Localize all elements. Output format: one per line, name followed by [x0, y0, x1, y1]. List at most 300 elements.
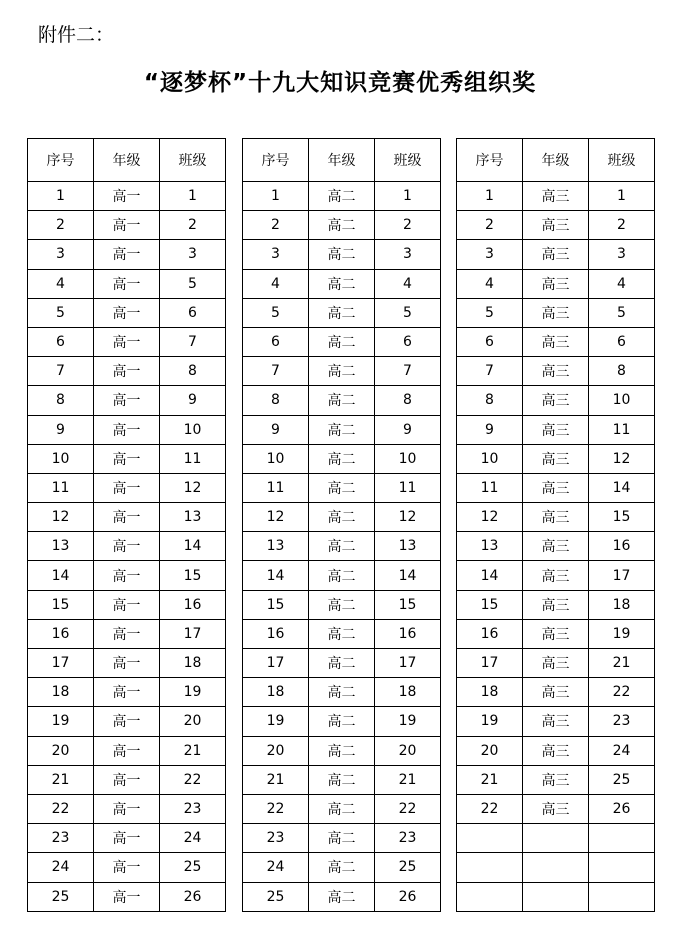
cell-grade: 高二: [309, 357, 375, 386]
table-row: [457, 415, 655, 444]
cell-grade: 高三: [523, 503, 589, 532]
cell-serial: 15: [457, 590, 523, 619]
cell-grade: 高二: [309, 882, 375, 911]
table-row: [28, 298, 226, 327]
cell-serial: 7: [457, 357, 523, 386]
cell-class: 18: [160, 649, 226, 678]
table-row: [243, 649, 441, 678]
cell-grade: 高三: [523, 444, 589, 473]
cell-serial: 23: [28, 824, 94, 853]
table-row: [28, 269, 226, 298]
cell-grade: 高二: [309, 707, 375, 736]
cell-grade: 高三: [523, 590, 589, 619]
cell-serial: 8: [243, 386, 309, 415]
cell-grade: 高二: [309, 473, 375, 502]
cell-grade: 高一: [94, 211, 160, 240]
cell-serial: 19: [243, 707, 309, 736]
cell-grade: 高三: [523, 619, 589, 648]
cell-class: [589, 882, 655, 911]
cell-grade: 高三: [523, 707, 589, 736]
cell-serial: 5: [28, 298, 94, 327]
table-row: [28, 386, 226, 415]
cell-class: 25: [160, 853, 226, 882]
cell-class: 15: [160, 561, 226, 590]
cell-class: 16: [589, 532, 655, 561]
cell-serial: 9: [457, 415, 523, 444]
cell-serial: [457, 853, 523, 882]
cell-serial: 17: [457, 649, 523, 678]
cell-grade: 高一: [94, 649, 160, 678]
cell-class: 12: [160, 473, 226, 502]
cell-serial: 16: [457, 619, 523, 648]
cell-serial: 16: [28, 619, 94, 648]
cell-class: 25: [589, 765, 655, 794]
table-row: [243, 444, 441, 473]
cell-grade: 高三: [523, 561, 589, 590]
table-row: [243, 211, 441, 240]
cell-class: 17: [375, 649, 441, 678]
class-table-grade-1: [27, 138, 226, 912]
cell-grade: 高二: [309, 211, 375, 240]
table-row: [457, 503, 655, 532]
table-row: [457, 532, 655, 561]
cell-serial: 24: [243, 853, 309, 882]
cell-class: 15: [589, 503, 655, 532]
cell-class: 24: [160, 824, 226, 853]
table-row: [457, 619, 655, 648]
cell-serial: 9: [28, 415, 94, 444]
cell-serial: 24: [28, 853, 94, 882]
cell-class: 14: [160, 532, 226, 561]
page-title: “逐梦杯”十九大知识竞赛优秀组织奖: [143, 70, 537, 96]
cell-serial: 14: [457, 561, 523, 590]
cell-serial: 4: [457, 269, 523, 298]
table-row: [457, 678, 655, 707]
cell-class: 6: [375, 327, 441, 356]
cell-class: 19: [589, 619, 655, 648]
cell-serial: 14: [243, 561, 309, 590]
table-row: [457, 561, 655, 590]
cell-class: 10: [589, 386, 655, 415]
cell-serial: 4: [28, 269, 94, 298]
table-row: [243, 532, 441, 561]
cell-serial: 17: [243, 649, 309, 678]
cell-grade: 高三: [523, 415, 589, 444]
cell-grade: [523, 882, 589, 911]
cell-grade: 高二: [309, 765, 375, 794]
table-row: [243, 327, 441, 356]
cell-serial: 4: [243, 269, 309, 298]
table-row: [28, 824, 226, 853]
cell-serial: 13: [243, 532, 309, 561]
cell-class: 21: [160, 736, 226, 765]
cell-serial: 9: [243, 415, 309, 444]
table-header-row: [457, 139, 655, 182]
header-class: 班级: [160, 139, 226, 182]
cell-grade: 高一: [94, 182, 160, 211]
cell-class: 4: [375, 269, 441, 298]
cell-grade: 高二: [309, 853, 375, 882]
header-grade: 年级: [309, 139, 375, 182]
cell-serial: 1: [28, 182, 94, 211]
cell-class: 18: [375, 678, 441, 707]
cell-class: 19: [160, 678, 226, 707]
cell-class: 26: [589, 794, 655, 823]
cell-grade: 高一: [94, 707, 160, 736]
table-row: [28, 240, 226, 269]
cell-serial: 3: [243, 240, 309, 269]
cell-grade: 高二: [309, 182, 375, 211]
cell-grade: 高二: [309, 649, 375, 678]
cell-class: 9: [160, 386, 226, 415]
table-row: [457, 357, 655, 386]
table-row: [28, 211, 226, 240]
table-row: [457, 240, 655, 269]
cell-grade: 高一: [94, 473, 160, 502]
table-row: [457, 327, 655, 356]
cell-grade: 高二: [309, 327, 375, 356]
cell-serial: 13: [457, 532, 523, 561]
cell-class: 20: [160, 707, 226, 736]
table-row: [243, 357, 441, 386]
cell-serial: 21: [457, 765, 523, 794]
cell-serial: 8: [28, 386, 94, 415]
cell-serial: 10: [28, 444, 94, 473]
table-row: [243, 182, 441, 211]
cell-class: 20: [375, 736, 441, 765]
table-row: [28, 182, 226, 211]
cell-class: 6: [160, 298, 226, 327]
cell-grade: 高一: [94, 853, 160, 882]
cell-serial: 7: [243, 357, 309, 386]
cell-serial: 18: [243, 678, 309, 707]
cell-serial: 20: [457, 736, 523, 765]
cell-serial: [457, 882, 523, 911]
cell-serial: 19: [457, 707, 523, 736]
table-row: [28, 357, 226, 386]
cell-class: 7: [375, 357, 441, 386]
table-row: [28, 678, 226, 707]
cell-class: 10: [375, 444, 441, 473]
table-row: [457, 853, 655, 882]
cell-grade: 高二: [309, 269, 375, 298]
table-row: [28, 794, 226, 823]
cell-grade: 高二: [309, 298, 375, 327]
cell-serial: 3: [28, 240, 94, 269]
cell-serial: 20: [28, 736, 94, 765]
cell-grade: 高二: [309, 590, 375, 619]
table-header-row: [28, 139, 226, 182]
table-row: [457, 824, 655, 853]
header-class: 班级: [375, 139, 441, 182]
table-row: [243, 619, 441, 648]
cell-grade: 高一: [94, 824, 160, 853]
cell-class: 24: [589, 736, 655, 765]
table-row: [457, 707, 655, 736]
cell-serial: 20: [243, 736, 309, 765]
table-row: [28, 415, 226, 444]
cell-class: 22: [375, 794, 441, 823]
table-row: [457, 736, 655, 765]
cell-class: 9: [375, 415, 441, 444]
cell-serial: 22: [28, 794, 94, 823]
cell-grade: 高二: [309, 240, 375, 269]
cell-serial: 21: [243, 765, 309, 794]
cell-serial: 25: [28, 882, 94, 911]
cell-serial: 11: [243, 473, 309, 502]
class-table-grade-2: [242, 138, 441, 912]
table-row: [457, 298, 655, 327]
cell-class: 13: [375, 532, 441, 561]
cell-serial: [457, 824, 523, 853]
cell-grade: 高三: [523, 240, 589, 269]
table-row: [457, 269, 655, 298]
cell-serial: 17: [28, 649, 94, 678]
table-row: [457, 794, 655, 823]
header-grade: 年级: [94, 139, 160, 182]
cell-serial: 19: [28, 707, 94, 736]
cell-grade: 高一: [94, 298, 160, 327]
cell-grade: 高三: [523, 736, 589, 765]
table-row: [28, 590, 226, 619]
cell-grade: 高三: [523, 327, 589, 356]
cell-grade: 高三: [523, 298, 589, 327]
cell-class: 1: [375, 182, 441, 211]
table-row: [243, 853, 441, 882]
cell-serial: 1: [243, 182, 309, 211]
cell-class: 5: [160, 269, 226, 298]
cell-serial: 2: [28, 211, 94, 240]
cell-serial: 5: [243, 298, 309, 327]
cell-serial: 15: [243, 590, 309, 619]
cell-serial: 8: [457, 386, 523, 415]
class-table-grade-3: [456, 138, 655, 912]
cell-class: 11: [589, 415, 655, 444]
header-grade: 年级: [523, 139, 589, 182]
table-row: [28, 561, 226, 590]
table-row: [28, 619, 226, 648]
table-row: [457, 386, 655, 415]
cell-grade: 高三: [523, 649, 589, 678]
cell-grade: 高三: [523, 182, 589, 211]
cell-serial: 21: [28, 765, 94, 794]
attachment-label: 附件二：: [38, 24, 115, 46]
table-row: [243, 298, 441, 327]
cell-class: 13: [160, 503, 226, 532]
table-row: [28, 736, 226, 765]
table-row: [243, 415, 441, 444]
table-row: [457, 590, 655, 619]
cell-grade: 高一: [94, 269, 160, 298]
cell-serial: 12: [243, 503, 309, 532]
cell-class: 17: [589, 561, 655, 590]
cell-grade: 高二: [309, 619, 375, 648]
table-row: [457, 473, 655, 502]
cell-grade: 高三: [523, 269, 589, 298]
cell-class: 2: [160, 211, 226, 240]
cell-class: [589, 853, 655, 882]
table-row: [28, 882, 226, 911]
table-row: [28, 649, 226, 678]
cell-serial: 2: [243, 211, 309, 240]
cell-serial: 23: [243, 824, 309, 853]
cell-grade: 高一: [94, 240, 160, 269]
table-row: [28, 327, 226, 356]
table-row: [243, 386, 441, 415]
table-row: [457, 649, 655, 678]
cell-grade: 高一: [94, 561, 160, 590]
cell-serial: 22: [243, 794, 309, 823]
cell-class: 12: [589, 444, 655, 473]
cell-grade: 高一: [94, 619, 160, 648]
header-serial: 序号: [243, 139, 309, 182]
cell-serial: 6: [457, 327, 523, 356]
cell-grade: 高三: [523, 532, 589, 561]
cell-grade: 高三: [523, 473, 589, 502]
table-header-row: [243, 139, 441, 182]
header-class: 班级: [589, 139, 655, 182]
cell-grade: 高一: [94, 765, 160, 794]
table-row: [243, 824, 441, 853]
cell-class: 5: [375, 298, 441, 327]
cell-serial: 18: [28, 678, 94, 707]
table-row: [28, 707, 226, 736]
table-row: [243, 590, 441, 619]
table-row: [457, 765, 655, 794]
cell-grade: 高一: [94, 736, 160, 765]
cell-grade: 高三: [523, 357, 589, 386]
cell-class: 3: [160, 240, 226, 269]
cell-serial: 10: [457, 444, 523, 473]
cell-serial: 18: [457, 678, 523, 707]
table-row: [28, 853, 226, 882]
cell-grade: 高一: [94, 678, 160, 707]
table-row: [243, 473, 441, 502]
cell-class: 12: [375, 503, 441, 532]
cell-class: 2: [589, 211, 655, 240]
cell-class: 1: [589, 182, 655, 211]
cell-grade: [523, 853, 589, 882]
cell-grade: 高一: [94, 357, 160, 386]
cell-serial: 10: [243, 444, 309, 473]
table-row: [243, 736, 441, 765]
cell-class: 14: [375, 561, 441, 590]
cell-serial: 16: [243, 619, 309, 648]
cell-serial: 11: [28, 473, 94, 502]
cell-class: 19: [375, 707, 441, 736]
cell-serial: 6: [28, 327, 94, 356]
table-row: [243, 503, 441, 532]
cell-class: 14: [589, 473, 655, 502]
table-row: [28, 473, 226, 502]
cell-class: 10: [160, 415, 226, 444]
table-row: [457, 211, 655, 240]
cell-serial: 11: [457, 473, 523, 502]
table-row: [243, 561, 441, 590]
cell-class: 11: [375, 473, 441, 502]
table-row: [243, 882, 441, 911]
cell-grade: 高二: [309, 444, 375, 473]
cell-grade: 高一: [94, 444, 160, 473]
cell-class: 5: [589, 298, 655, 327]
table-row: [243, 678, 441, 707]
cell-class: 21: [375, 765, 441, 794]
cell-serial: 7: [28, 357, 94, 386]
header-serial: 序号: [28, 139, 94, 182]
table-row: [28, 765, 226, 794]
table-row: [457, 182, 655, 211]
cell-serial: 2: [457, 211, 523, 240]
cell-class: 16: [160, 590, 226, 619]
table-row: [243, 269, 441, 298]
table-row: [28, 503, 226, 532]
cell-class: 25: [375, 853, 441, 882]
cell-serial: 15: [28, 590, 94, 619]
cell-class: 1: [160, 182, 226, 211]
cell-class: 23: [589, 707, 655, 736]
cell-grade: 高一: [94, 415, 160, 444]
table-row: [28, 532, 226, 561]
cell-class: 8: [375, 386, 441, 415]
table-row: [243, 707, 441, 736]
cell-grade: 高二: [309, 561, 375, 590]
cell-grade: 高一: [94, 386, 160, 415]
cell-grade: 高一: [94, 882, 160, 911]
cell-serial: 14: [28, 561, 94, 590]
cell-class: 2: [375, 211, 441, 240]
cell-grade: 高二: [309, 736, 375, 765]
cell-class: 17: [160, 619, 226, 648]
cell-class: 3: [375, 240, 441, 269]
cell-class: 6: [589, 327, 655, 356]
cell-grade: 高一: [94, 532, 160, 561]
cell-grade: 高二: [309, 503, 375, 532]
cell-grade: 高二: [309, 532, 375, 561]
cell-serial: 5: [457, 298, 523, 327]
cell-class: 16: [375, 619, 441, 648]
cell-grade: 高二: [309, 415, 375, 444]
cell-grade: 高一: [94, 503, 160, 532]
table-row: [243, 765, 441, 794]
cell-grade: 高二: [309, 824, 375, 853]
cell-grade: 高一: [94, 590, 160, 619]
cell-class: 23: [375, 824, 441, 853]
cell-grade: 高三: [523, 211, 589, 240]
cell-grade: 高三: [523, 678, 589, 707]
cell-grade: 高三: [523, 765, 589, 794]
cell-class: 8: [589, 357, 655, 386]
cell-serial: 3: [457, 240, 523, 269]
cell-serial: 12: [457, 503, 523, 532]
cell-class: 22: [589, 678, 655, 707]
cell-grade: 高一: [94, 327, 160, 356]
cell-grade: 高二: [309, 386, 375, 415]
table-row: [457, 882, 655, 911]
cell-class: 21: [589, 649, 655, 678]
table-row: [457, 444, 655, 473]
cell-class: 7: [160, 327, 226, 356]
table-row: [28, 444, 226, 473]
cell-class: 4: [589, 269, 655, 298]
cell-grade: 高一: [94, 794, 160, 823]
cell-class: 22: [160, 765, 226, 794]
cell-grade: 高三: [523, 386, 589, 415]
cell-class: 11: [160, 444, 226, 473]
cell-serial: 1: [457, 182, 523, 211]
cell-grade: 高二: [309, 794, 375, 823]
cell-serial: 22: [457, 794, 523, 823]
header-serial: 序号: [457, 139, 523, 182]
